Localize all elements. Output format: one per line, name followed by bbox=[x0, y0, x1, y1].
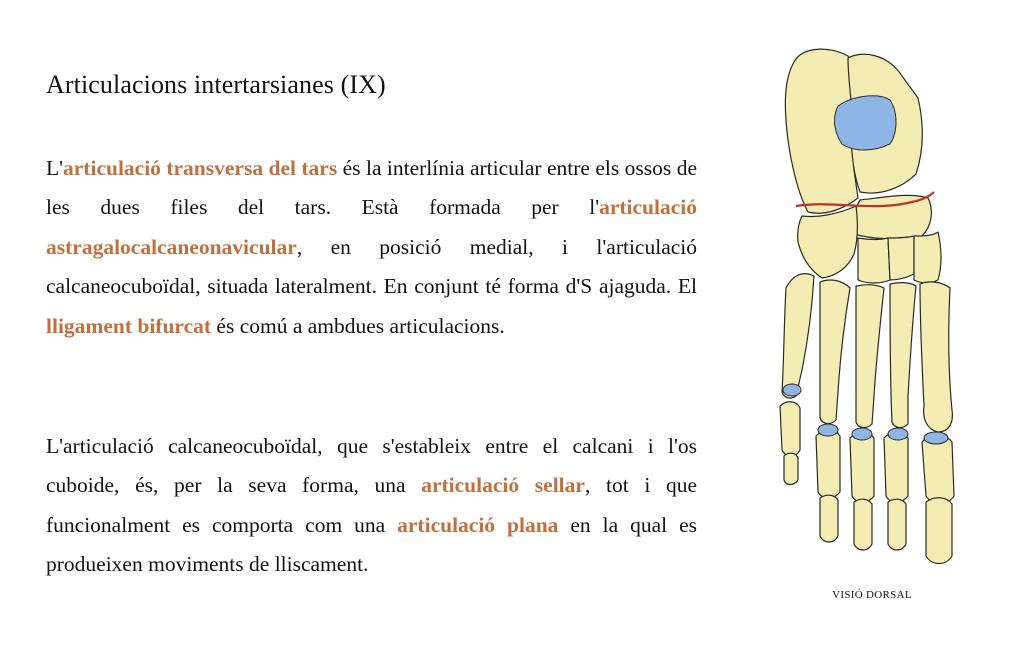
phalanx-bone bbox=[926, 498, 952, 564]
phalanx-bone bbox=[784, 453, 798, 484]
phalanx-bone bbox=[780, 402, 800, 456]
phalanx-bone bbox=[816, 430, 840, 498]
text-run: , tot i que funcionalment es comporta com una bbox=[46, 473, 697, 537]
highlighted-term: articulació plana bbox=[397, 512, 559, 537]
cuneiform-bone bbox=[914, 232, 941, 283]
text-run: és la interlínia articular entre els ossos de les dues files del tars. Està formada per l' bbox=[46, 156, 697, 220]
highlighted-term: lligament bifurcat bbox=[46, 313, 212, 338]
highlighted-term: articulació astragalocalcaneonavicular bbox=[46, 195, 697, 259]
paragraph-calcaneocuboid-joint bbox=[46, 427, 697, 585]
metatarsal-bone bbox=[890, 283, 916, 428]
text-run: en la qual es produeixen moviments de lliscament. bbox=[46, 512, 697, 577]
foot-bones-dorsal-illustration bbox=[762, 40, 962, 570]
cuneiform-bone bbox=[858, 238, 890, 283]
text-run: és comú a ambdues articulacions. bbox=[211, 313, 505, 338]
navicular-bone bbox=[853, 195, 931, 238]
phalanx-bone bbox=[888, 499, 906, 550]
metatarsal-head-cartilage bbox=[783, 384, 801, 396]
metatarsal-head-cartilage bbox=[888, 428, 908, 440]
page-title: Articulacions intertarsianes (IX) bbox=[46, 70, 386, 99]
metatarsal-bone bbox=[820, 280, 850, 424]
phalanx-bone bbox=[820, 495, 838, 542]
phalanx-bone bbox=[854, 499, 872, 550]
phalanx-bone bbox=[884, 432, 908, 502]
metatarsal-head-cartilage bbox=[818, 424, 838, 436]
cuboid-bone bbox=[798, 206, 858, 278]
text-run: L' bbox=[46, 156, 64, 180]
cuneiform-bone bbox=[888, 236, 914, 280]
text-run: , en posició medial, i l'articulació calcaneocuboïdal, situada lateralment. En conjunt té forma d'S ajaguda. El bbox=[46, 234, 697, 299]
metatarsal-bone bbox=[856, 285, 884, 428]
metatarsal-head-cartilage bbox=[852, 428, 872, 440]
metatarsal-bone bbox=[920, 282, 952, 432]
phalanx-bone bbox=[850, 432, 874, 502]
talar-articular-surface bbox=[835, 96, 896, 150]
paragraph-transverse-tarsal-joint bbox=[46, 149, 697, 346]
text-run: L'articulació calcaneocuboïdal, que s'estableix entre el calcani i l'os cuboide, és, per la seva forma, una bbox=[46, 434, 697, 498]
figure-caption: VISIÓ DORSAL bbox=[832, 589, 912, 601]
highlighted-term: articulació sellar bbox=[421, 473, 585, 498]
phalanx-bone bbox=[922, 435, 954, 504]
highlighted-term: articulació transversa del tars bbox=[63, 156, 338, 180]
metatarsal-bone bbox=[782, 274, 814, 398]
metatarsal-head-cartilage bbox=[924, 432, 948, 444]
